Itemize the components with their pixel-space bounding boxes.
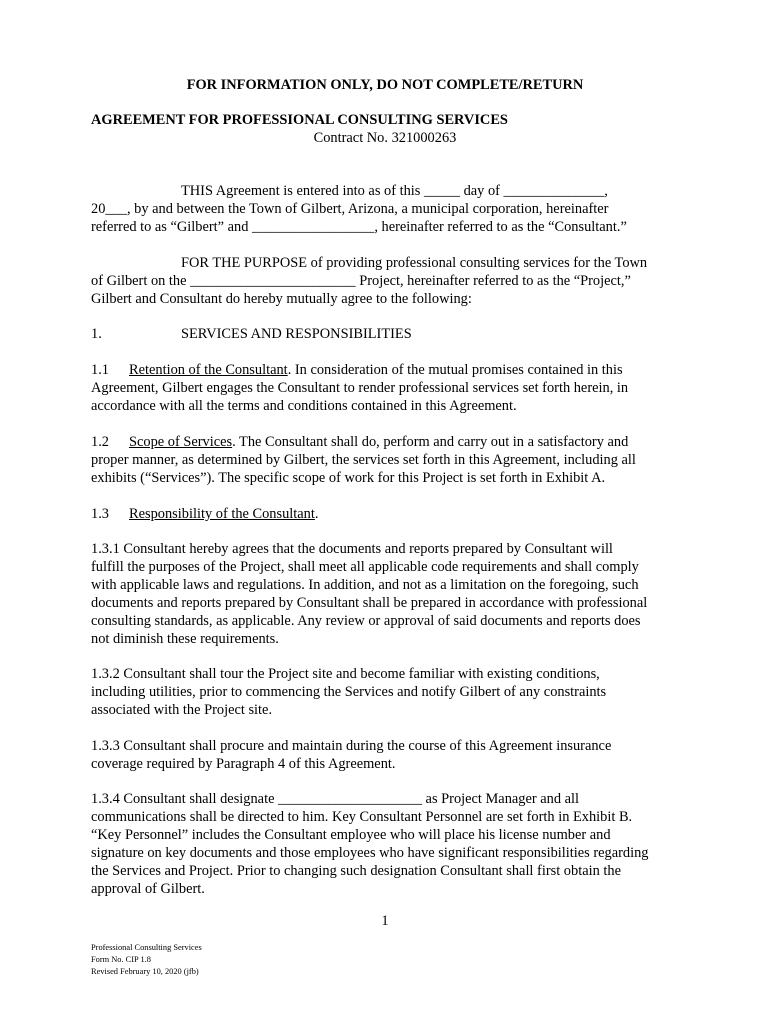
section-title: SERVICES AND RESPONSIBILITIES (181, 326, 412, 342)
purpose-line: of Gilbert on the _______________________ Project, hereinafter referred to as the “Project,” (91, 273, 631, 289)
clause-1-3-2-line: 1.3.2 Consultant shall tour the Project site and become familiar with existing conditions, (91, 666, 600, 682)
clause-1-3-line (91, 505, 319, 523)
clause-heading: Responsibility of the Consultant (129, 506, 315, 522)
clause-1-3-4-line: communications shall be directed to him. Key Consultant Personnel are set forth in Exhibit B. (91, 809, 633, 825)
clause-1-3-1-line: consulting standards, as applicable. Any review or approval of said documents and reports does (91, 613, 641, 629)
intro-line: referred to as “Gilbert” and _________________, hereinafter referred to as the “Consultant.” (91, 219, 627, 235)
footer-form-title: Professional Consulting Services (91, 943, 202, 952)
clause-1-3-4-line: signature on key documents and those employees who have significant responsibilities regarding (91, 845, 649, 861)
clause-line: accordance with all the terms and conditions contained in this Agreement. (91, 398, 517, 414)
clause-1-3-1-line: fulfill the purposes of the Project, shall meet all applicable code requirements and shall comply (91, 559, 639, 575)
intro-line: 20___, by and between the Town of Gilbert, Arizona, a municipal corporation, hereinafter (91, 201, 609, 217)
clause-1-1-first-line (91, 361, 623, 379)
clause-number: 1.3 (91, 506, 109, 522)
info-only-notice: FOR INFORMATION ONLY, DO NOT COMPLETE/RETURN (186, 77, 584, 93)
clause-1-3-1-line: documents and reports prepared by Consultant shall be prepared in accordance with professional (91, 595, 648, 611)
clause-heading: Scope of Services (129, 434, 233, 450)
page-number: 1 (381, 913, 389, 929)
clause-1-3-2-line: including utilities, prior to commencing the Services and notify Gilbert of any constraints (91, 684, 607, 700)
footer-form-number: Form No. CIP 1.8 (91, 955, 151, 964)
clause-text: . In consideration of the mutual promises contained in this (287, 362, 623, 378)
clause-number: 1.1 (91, 362, 109, 378)
footer-revision: Revised February 10, 2020 (jfb) (91, 967, 199, 976)
clause-line: exhibits (“Services”). The specific scope of work for this Project is set forth in Exhibit A. (91, 470, 606, 486)
clause-1-3-4-line: the Services and Project. Prior to changing such designation Consultant shall first obtain the (91, 863, 621, 879)
contract-number: Contract No. 321000263 (313, 130, 457, 146)
clause-1-3-3-line: coverage required by Paragraph 4 of this Agreement. (91, 756, 396, 772)
clause-1-3-1-line: 1.3.1 Consultant hereby agrees that the documents and reports prepared by Consultant will (91, 541, 613, 557)
clause-line: Agreement, Gilbert engages the Consultant to render professional services set forth herein, in (91, 380, 629, 396)
clause-line: proper manner, as determined by Gilbert, the services set forth in this Agreement, including all (91, 452, 636, 468)
purpose-line: Gilbert and Consultant do hereby mutually agree to the following: (91, 291, 472, 307)
clause-1-3-3-line: 1.3.3 Consultant shall procure and maintain during the course of this Agreement insurance (91, 738, 612, 754)
clause-1-3-4-line: approval of Gilbert. (91, 881, 205, 897)
clause-text: . (314, 506, 319, 522)
clause-text: . The Consultant shall do, perform and carry out in a satisfactory and (232, 434, 629, 450)
clause-1-3-2-line: associated with the Project site. (91, 702, 273, 718)
section-number: 1. (91, 326, 102, 342)
clause-1-3-1-line: not diminish these requirements. (91, 631, 279, 647)
clause-1-2-first-line (91, 433, 628, 451)
clause-1-3-4-line: 1.3.4 Consultant shall designate ____________________ as Project Manager and all (91, 791, 580, 807)
clause-number: 1.2 (91, 434, 109, 450)
intro-line: THIS Agreement is entered into as of this _____ day of ______________, (181, 183, 608, 199)
clause-heading: Retention of the Consultant (129, 362, 288, 378)
clause-1-3-1-line: with applicable laws and regulations. In addition, and not as a limitation on the foregoing, such (91, 577, 639, 593)
clause-1-3-4-line: “Key Personnel” includes the Consultant employee who will place his license number and (91, 827, 611, 843)
agreement-title: AGREEMENT FOR PROFESSIONAL CONSULTING SERVICES (91, 112, 508, 128)
purpose-line: FOR THE PURPOSE of providing professional consulting services for the Town (181, 255, 648, 271)
